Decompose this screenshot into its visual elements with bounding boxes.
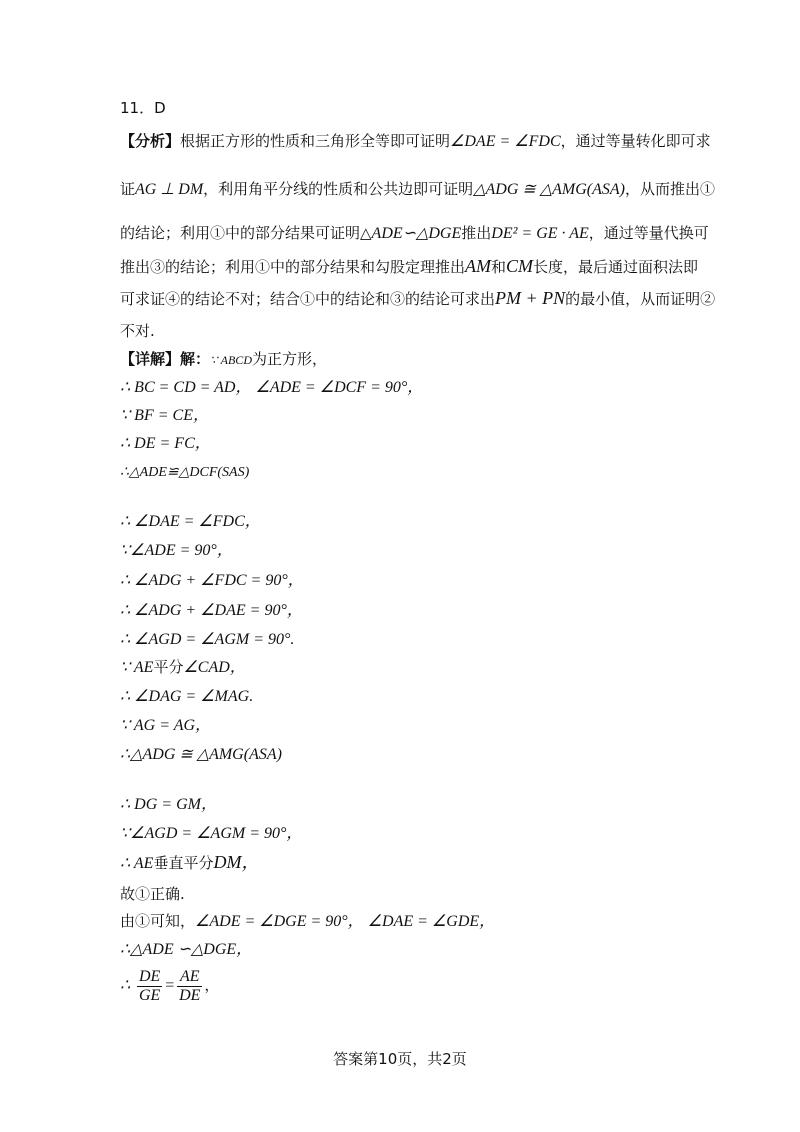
detail-line-0 (120, 348, 690, 371)
analysis-math-3b: DE² = GE · AE (491, 225, 589, 242)
detail-math-0: ∵ ABCD (210, 353, 252, 367)
detail-line-15 (120, 822, 690, 845)
analysis-tail-3: ，通过等量代换可 (588, 224, 709, 242)
detail-tail-20: ， (204, 976, 220, 994)
analysis-head-4: 推出③的结论；利用①中的部分结果和勾股定理推出 (120, 258, 466, 276)
analysis-math-2a: AG ⊥ DM (135, 181, 204, 198)
detail-math-13: ∴△ADG ≅ △AMG(ASA) (120, 746, 282, 763)
fraction-ae-over-de (177, 968, 202, 1005)
detail-math-1: ∴ BC = CD = AD， ∠ADE = ∠DCF = 90°， (120, 379, 424, 396)
detail-math-10b: ∠CAD， (183, 659, 246, 676)
fraction-1-numerator: DE (138, 967, 161, 985)
detail-line-17 (120, 883, 690, 905)
detail-line-11 (120, 685, 690, 708)
detail-math-19: ∴△ADE ∽△DGE， (120, 941, 253, 958)
analysis-math-3a: ADE∽△DGE (371, 225, 462, 242)
detail-math-18: ∠ADE = ∠DGE = 90°， ∠DAE = ∠GDE， (195, 913, 496, 930)
analysis-line-5 (120, 287, 716, 310)
detail-line-4 (120, 460, 690, 484)
detail-head-18: 由①可知， (120, 912, 196, 930)
analysis-math-5: PM + PN (495, 288, 566, 308)
detail-line-16 (120, 851, 690, 875)
analysis-math-4a: AM (465, 256, 492, 276)
detail-line-9 (120, 628, 690, 651)
analysis-text-1: 根据正方形的性质和三角形全等即可证明 (180, 132, 451, 150)
analysis-tail-2: ，从而推出① (624, 180, 715, 198)
detail-text-17: 故①正确. (120, 885, 185, 903)
analysis-label: 【分析】 (120, 132, 181, 150)
detail-line-7 (120, 569, 690, 592)
page-footer: 答案第10页，共2页 (333, 1050, 467, 1068)
analysis-text-2: ，利用角平分线的性质和公共边即可证明 (203, 180, 474, 198)
detail-line-1 (120, 376, 690, 399)
detail-line-12 (120, 714, 690, 737)
analysis-tail-5: 的最小值，从而证明② (565, 290, 716, 308)
detail-math-9: ∴ ∠AGD = ∠AGM = 90°. (120, 631, 295, 648)
detail-math-7: ∴ ∠ADG + ∠FDC = 90°， (120, 572, 304, 589)
analysis-text-3: 推出 (461, 224, 492, 242)
detail-line-8 (120, 599, 690, 622)
detail-math-5: ∴ ∠DAE = ∠FDC， (120, 513, 261, 530)
detail-math-4: ∴△ADE≌△DCF(SAS) (120, 465, 250, 480)
analysis-math-2b: △ADG ≅ △AMG(ASA) (473, 181, 625, 198)
detail-text-10: 平分 (153, 658, 184, 676)
analysis-math-4b: CM (506, 256, 534, 276)
detail-line-20 (120, 966, 690, 1005)
detail-tail-0: 为正方形， (251, 350, 327, 368)
analysis-head-3: 的结论；利用①中的部分结果可证明△ (120, 224, 372, 242)
analysis-math-1: ∠DAE = ∠FDC (450, 133, 561, 150)
detail-line-19 (120, 938, 690, 961)
analysis-head-5: 可求证④的结论不对；结合①中的结论和③的结论可求出 (120, 290, 496, 308)
detail-math-15: ∵∠AGD = ∠AGM = 90°， (120, 825, 303, 842)
detail-math-6: ∵∠ADE = 90°， (120, 542, 233, 559)
detail-math-11: ∴ ∠DAG = ∠MAG. (120, 688, 254, 705)
detail-line-3 (120, 432, 690, 455)
analysis-line-3 (120, 222, 709, 245)
detail-text-16: 垂直平分 (153, 854, 214, 872)
detail-line-2 (120, 404, 690, 427)
fraction-2-denominator: DE (179, 986, 201, 1004)
detail-lead-20: ∴ (120, 977, 131, 994)
detail-line-14 (120, 793, 690, 816)
detail-label: 【详解】解： (120, 350, 211, 368)
detail-math-12: ∵ AG = AG， (120, 717, 212, 734)
detail-line-10 (120, 656, 690, 679)
fraction-de-over-ge (137, 968, 162, 1005)
detail-line-6 (120, 539, 690, 562)
detail-line-13 (120, 743, 690, 766)
analysis-line-6 (120, 320, 690, 342)
detail-math-16a: ∴ AE (120, 855, 154, 872)
fraction-2-numerator: AE (177, 968, 202, 987)
detail-math-10a: ∵ AE (120, 659, 154, 676)
question-number-text: 11．D (120, 99, 166, 117)
detail-line-5 (120, 510, 690, 533)
analysis-line-2 (120, 178, 715, 201)
detail-math-16b: DM， (213, 852, 260, 872)
analysis-tail-4: 长度，最后通过面积法即 (533, 258, 699, 276)
detail-eq-20: = (164, 977, 176, 994)
fraction-1-denominator: GE (138, 986, 161, 1004)
analysis-text-6: 不对. (120, 322, 155, 340)
detail-math-14: ∴ DG = GM， (120, 796, 217, 813)
analysis-head-2: 证 (120, 180, 136, 198)
analysis-and-4: 和 (491, 258, 507, 276)
analysis-line-4 (120, 255, 699, 278)
analysis-tail-1: ，通过等量转化即可求 (560, 132, 711, 150)
question-number (120, 97, 690, 119)
detail-math-3: ∴ DE = FC， (120, 435, 211, 452)
detail-math-2: ∵ BF = CE， (120, 407, 209, 424)
analysis-line-1 (120, 130, 711, 153)
detail-math-8: ∴ ∠ADG + ∠DAE = 90°， (120, 602, 303, 619)
detail-line-18 (120, 910, 690, 933)
